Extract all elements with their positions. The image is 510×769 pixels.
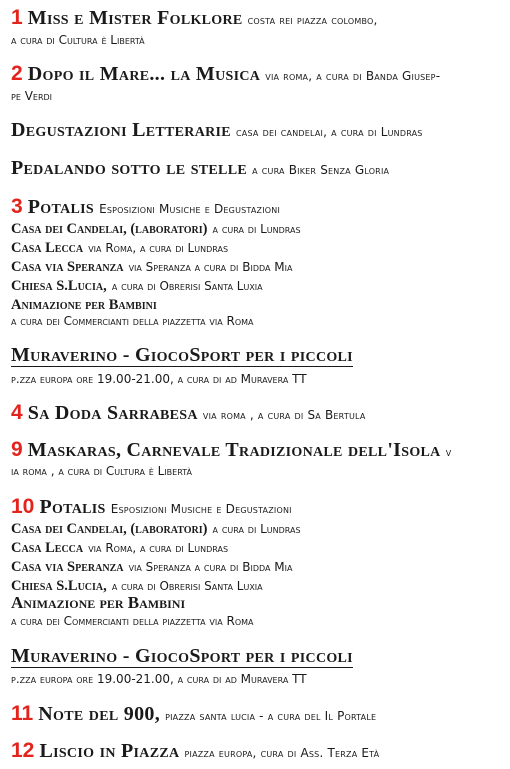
- venue-text: a cura di Lundras: [212, 222, 301, 236]
- event-3-heading: [11, 195, 280, 219]
- event-title: Potalis: [39, 496, 106, 518]
- potalis-item: [11, 518, 301, 538]
- event-degustazioni: [11, 119, 423, 142]
- event-info-cont: p.zza europa ore 19.00-21.00, a cura di ad Muravera TT: [11, 372, 307, 386]
- event-muraverino: [11, 645, 353, 668]
- potalis-tail: a cura dei Commercianti della piazzetta via Roma: [11, 314, 254, 328]
- event-title: Maskaras, Carnevale Tradizionale dell'Isola: [27, 439, 441, 461]
- potalis-item: [11, 593, 185, 613]
- event-info: piazza europa, cura di Ass. Terza Età: [184, 746, 380, 760]
- event-info: Esposizioni Musiche e Degustazioni: [110, 502, 292, 516]
- venue-label: Casa via Speranza: [11, 559, 124, 575]
- potalis-item: [11, 537, 228, 557]
- venue-label: Animazione per Bambini: [11, 593, 186, 612]
- venue-text: via Speranza a cura di Bidda Mia: [128, 560, 293, 574]
- event-info: via roma , a cura di Sa Bertula: [202, 408, 366, 422]
- event-4-heading: [11, 401, 366, 425]
- event-day-number: 11: [11, 702, 34, 725]
- potalis-tail: a cura dei Commercianti della piazzetta via Roma: [11, 614, 254, 628]
- event-9-heading: [11, 438, 451, 462]
- event-info: casa dei candelai, a cura di Lundras: [236, 125, 423, 139]
- event-info: via roma, a cura di Banda Giusep-: [265, 69, 441, 83]
- event-info: v: [445, 445, 452, 459]
- venue-text: a cura di Lundras: [212, 522, 301, 536]
- event-title: Dopo il Mare... la Musica: [27, 63, 261, 85]
- event-info-cont: a cura di Cultura è Libertà: [11, 33, 145, 47]
- potalis-item: [11, 275, 263, 295]
- event-title: Note del 900,: [38, 703, 160, 725]
- event-title: Pedalando sotto le stelle: [11, 157, 247, 179]
- event-muraverino: [11, 344, 353, 367]
- event-info-cont: p.zza europa ore 19.00-21.00, a cura di ad Muravera TT: [11, 672, 307, 686]
- venue-label: Animazione per Bambini: [11, 297, 157, 313]
- venue-text: a cura di Obrerisi Santa Luxia: [111, 579, 263, 593]
- event-day-number: 12: [11, 739, 35, 762]
- event-info: a cura Biker Senza Gloria: [252, 163, 390, 177]
- venue-label: Chiesa S.Lucia,: [11, 578, 107, 594]
- event-12-heading: [11, 739, 379, 763]
- event-day-number: 3: [11, 195, 23, 218]
- event-title: Liscio in Piazza: [39, 740, 180, 762]
- potalis-item: [11, 556, 292, 576]
- potalis-item: [11, 237, 228, 257]
- event-day-number: 4: [11, 401, 23, 424]
- venue-text: a cura di Obrerisi Santa Luxia: [111, 279, 263, 293]
- venue-label: Casa Lecca: [11, 240, 84, 256]
- event-info-cont: pe Verdi: [11, 89, 53, 103]
- venue-label: Casa dei Candelai, (laboratori): [11, 221, 208, 237]
- venue-text: via Roma, a cura di Lundras: [88, 541, 229, 555]
- potalis-item: [11, 575, 263, 595]
- event-title: Miss e Mister Folklore: [27, 7, 243, 29]
- event-1-heading: [11, 6, 378, 30]
- event-title: Muraverino - GiocoSport per i piccoli: [11, 344, 353, 366]
- venue-label: Casa Lecca: [11, 540, 84, 556]
- potalis-item: [11, 218, 301, 238]
- event-11-heading: [11, 702, 376, 726]
- event-day-number: 2: [11, 62, 23, 85]
- venue-text: via Roma, a cura di Lundras: [88, 241, 229, 255]
- event-info: costa rei piazza colombo,: [247, 13, 378, 27]
- event-pedalando: [11, 157, 389, 180]
- event-title: Potalis: [27, 196, 94, 218]
- event-10-heading: [11, 495, 292, 519]
- potalis-item: [11, 256, 292, 276]
- potalis-item: [11, 294, 157, 314]
- event-title: Sa Doda Sarrabesa: [27, 402, 198, 424]
- event-2-heading: [11, 62, 440, 86]
- event-title: Degustazioni Letterarie: [11, 119, 231, 141]
- event-day-number: 10: [11, 495, 35, 518]
- event-info: Esposizioni Musiche e Degustazioni: [99, 202, 281, 216]
- event-info-cont: ia roma , a cura di Cultura è Libertà: [11, 464, 192, 478]
- event-day-number: 1: [11, 6, 23, 29]
- venue-label: Casa via Speranza: [11, 259, 124, 275]
- event-title: Muraverino - GiocoSport per i piccoli: [11, 645, 353, 667]
- venue-label: Casa dei Candelai, (laboratori): [11, 521, 208, 537]
- venue-label: Chiesa S.Lucia,: [11, 278, 107, 294]
- venue-text: via Speranza a cura di Bidda Mia: [128, 260, 293, 274]
- event-info: piazza santa lucia - a cura del Il Portale: [165, 709, 377, 723]
- event-day-number: 9: [11, 438, 23, 461]
